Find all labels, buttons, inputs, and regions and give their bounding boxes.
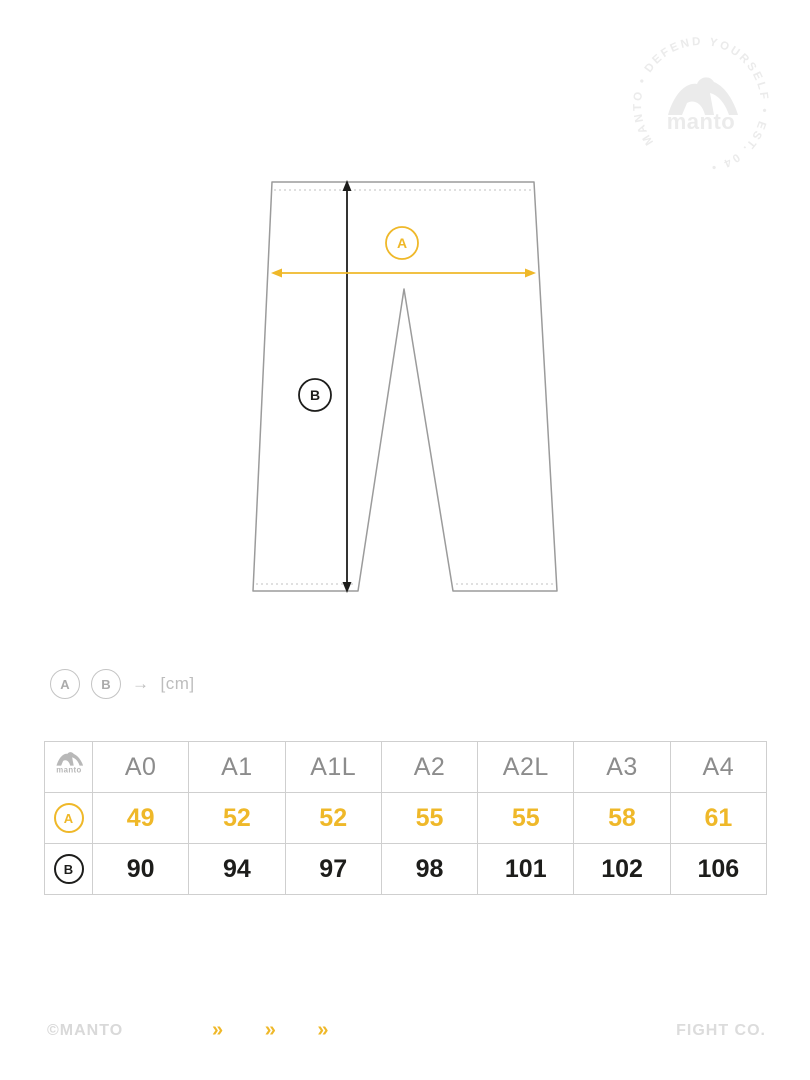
chevrons-right-icon: » [212, 1019, 224, 1041]
measure-b-value: 90 [93, 844, 189, 895]
footer-chevrons [212, 1019, 365, 1042]
footer-copyright: ©MANTO [47, 1022, 124, 1039]
measure-a-value: 55 [381, 793, 477, 844]
pants-measurement-diagram [235, 165, 585, 610]
size-header: A1L [285, 742, 381, 793]
measure-b-value: 106 [670, 844, 766, 895]
chevrons-right-icon: » [317, 1019, 329, 1041]
measure-a-value: 52 [189, 793, 285, 844]
legend-b-badge: B [91, 669, 121, 699]
size-header: A1 [189, 742, 285, 793]
size-header: A4 [670, 742, 766, 793]
size-header: A3 [574, 742, 670, 793]
legend-a-badge: A [50, 669, 80, 699]
watermark-logo-text: manto [666, 109, 736, 134]
size-header: A2L [478, 742, 574, 793]
units-legend [50, 669, 195, 699]
measure-b-value: 94 [189, 844, 285, 895]
measure-a-badge [386, 227, 418, 259]
footer-brand: FIGHT CO. [676, 1022, 766, 1039]
table-logo-cell [45, 742, 93, 793]
legend-arrow-icon: → [132, 674, 150, 693]
svg-text:B: B [309, 387, 321, 403]
manto-watermark-logo [608, 12, 794, 198]
measure-b-value: 98 [381, 844, 477, 895]
legend-unit-label: [cm] [160, 674, 195, 693]
row-b-badge: B [54, 854, 84, 884]
measure-a-row [45, 793, 767, 844]
measure-b-value: 101 [478, 844, 574, 895]
size-header: A2 [381, 742, 477, 793]
size-table-header-row [45, 742, 767, 793]
measure-a-value: 55 [478, 793, 574, 844]
measure-b-row [45, 844, 767, 895]
size-table [44, 741, 767, 895]
measure-a-value: 52 [285, 793, 381, 844]
row-a-badge-cell [45, 793, 93, 844]
row-a-badge: A [54, 803, 84, 833]
measure-a-value: 49 [93, 793, 189, 844]
svg-text:manto: manto [55, 765, 82, 775]
svg-text:A: A [396, 235, 408, 251]
measure-a-value: 58 [574, 793, 670, 844]
measure-b-value: 97 [285, 844, 381, 895]
chevrons-right-icon: » [264, 1019, 276, 1041]
measure-b-value: 102 [574, 844, 670, 895]
measure-a-value: 61 [670, 793, 766, 844]
measure-b-badge [299, 379, 331, 411]
row-b-badge-cell [45, 844, 93, 895]
size-header: A0 [93, 742, 189, 793]
manto-logo-icon [51, 751, 87, 777]
watermark-ring-text: MANTO • DEFEND YOURSELF • EST. 04 • [631, 35, 771, 174]
